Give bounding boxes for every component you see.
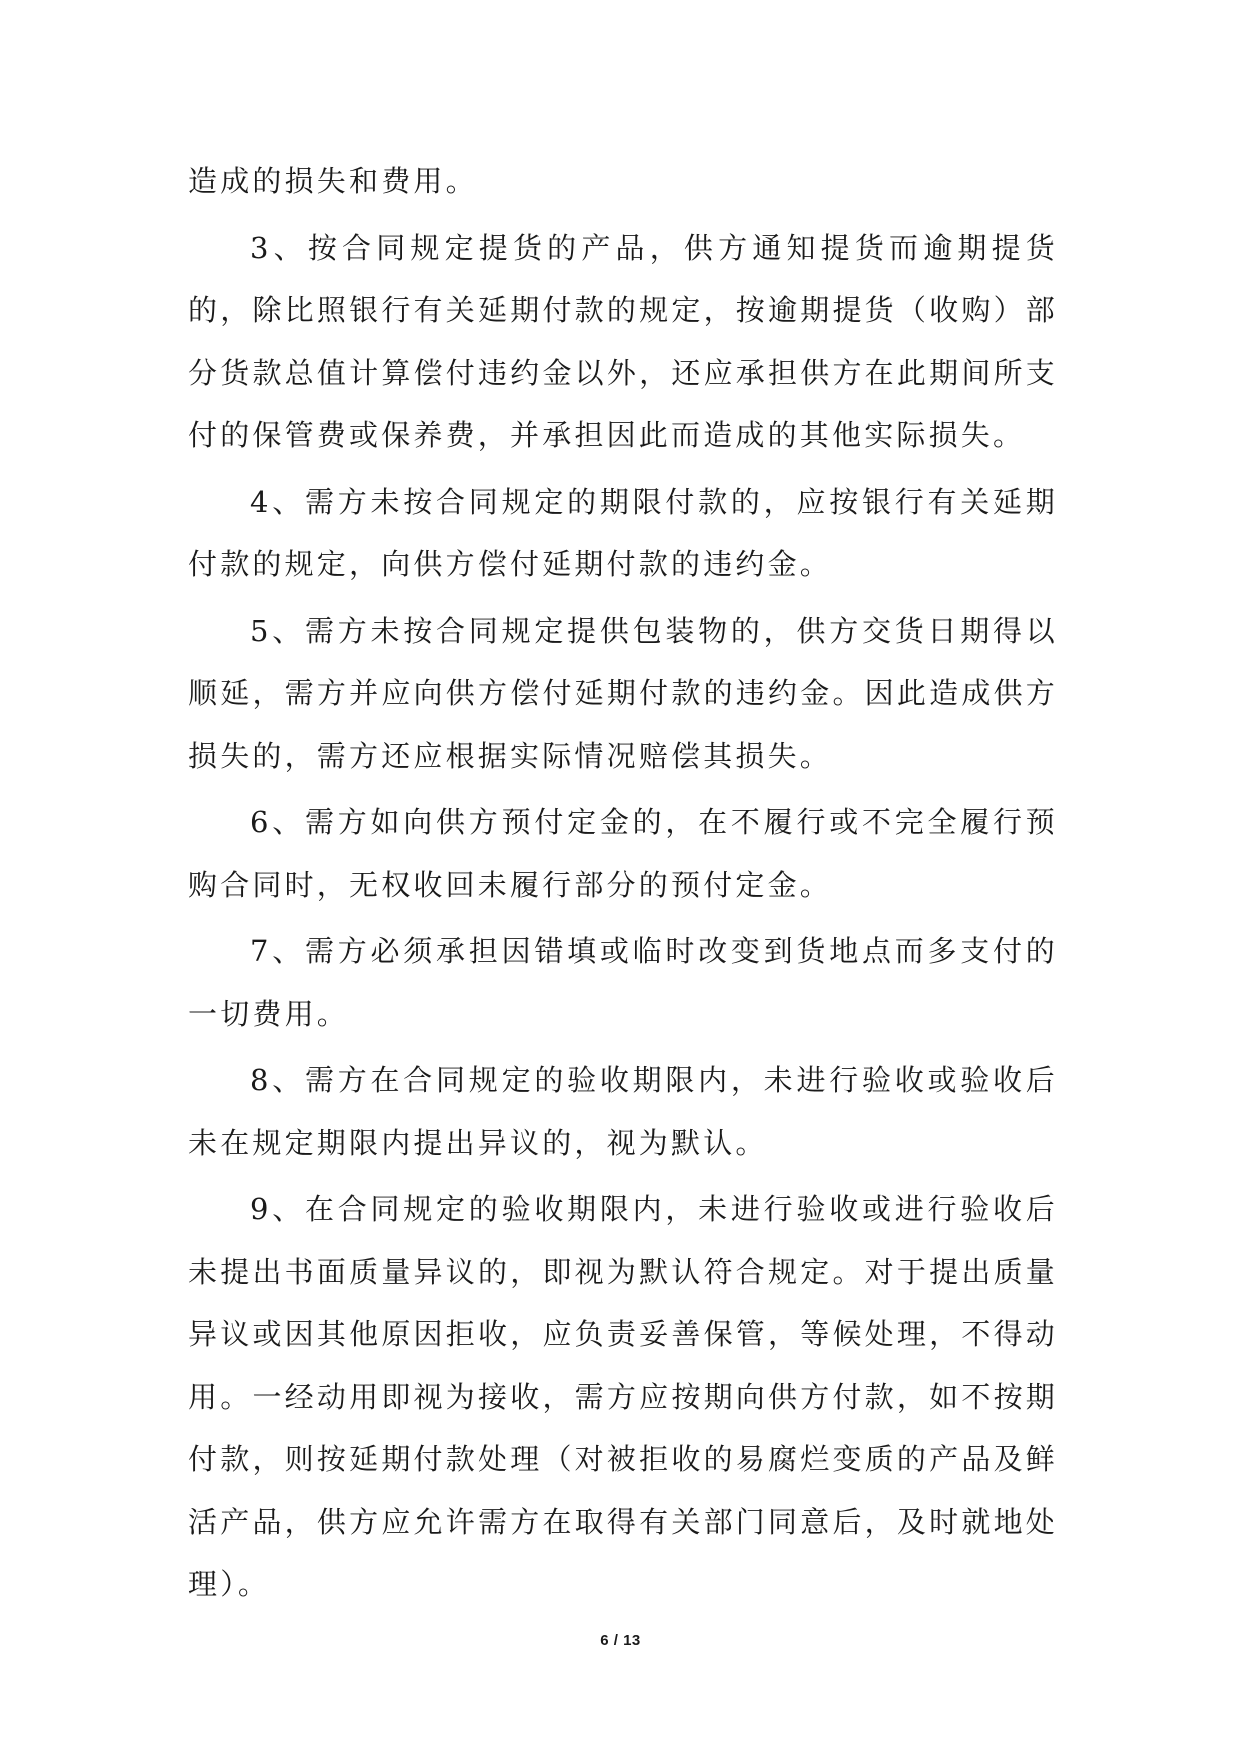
page-number: 6 / 13 [600,1632,641,1649]
page-content [188,150,1058,1620]
clause-5: 5、需方未按合同规定提供包装物的，供方交货日期得以顺延，需方并应向供方偿付延期付款的违约金。因此造成供方损失的，需方还应根据实际情况赔偿其损失。 [188,613,1058,773]
clause-6: 6、需方如向供方预付定金的，在不履行或不完全履行预购合同时，无权收回未履行部分的预付定金。 [188,805,1058,902]
clause-8: 8、需方在合同规定的验收期限内，未进行验收或验收后未在规定期限内提出异议的，视为默认。 [188,1063,1058,1160]
clause-4: 4、需方未按合同规定的期限付款的，应按银行有关延期付款的规定，向供方偿付延期付款的违约金。 [188,484,1058,581]
paragraph-continuation: 造成的损失和费用。 [188,164,478,198]
clause-3: 3、按合同规定提货的产品，供方通知提货而逾期提货的，除比照银行有关延期付款的规定，按逾期提货（收购）部分货款总值计算偿付违约金以外，还应承担供方在此期间所支付的保管费或保养费，并承担因此而造成的其他实际损失。 [188,230,1058,452]
clause-9: 9、在合同规定的验收期限内，未进行验收或进行验收后未提出书面质量异议的，即视为默认符合规定。对于提出质量异议或因其他原因拒收，应负责妥善保管，等候处理，不得动用。一经动用即视为接收，需方应按期向供方付款，如不按期付款，则按延期付款处理（对被拒收的易腐烂变质的产品及鲜活产品，供方应允许需方在取得有关部门同意后，及时就地处理）。 [188,1192,1058,1601]
clause-7: 7、需方必须承担因错填或临时改变到货地点而多支付的一切费用。 [188,934,1058,1031]
